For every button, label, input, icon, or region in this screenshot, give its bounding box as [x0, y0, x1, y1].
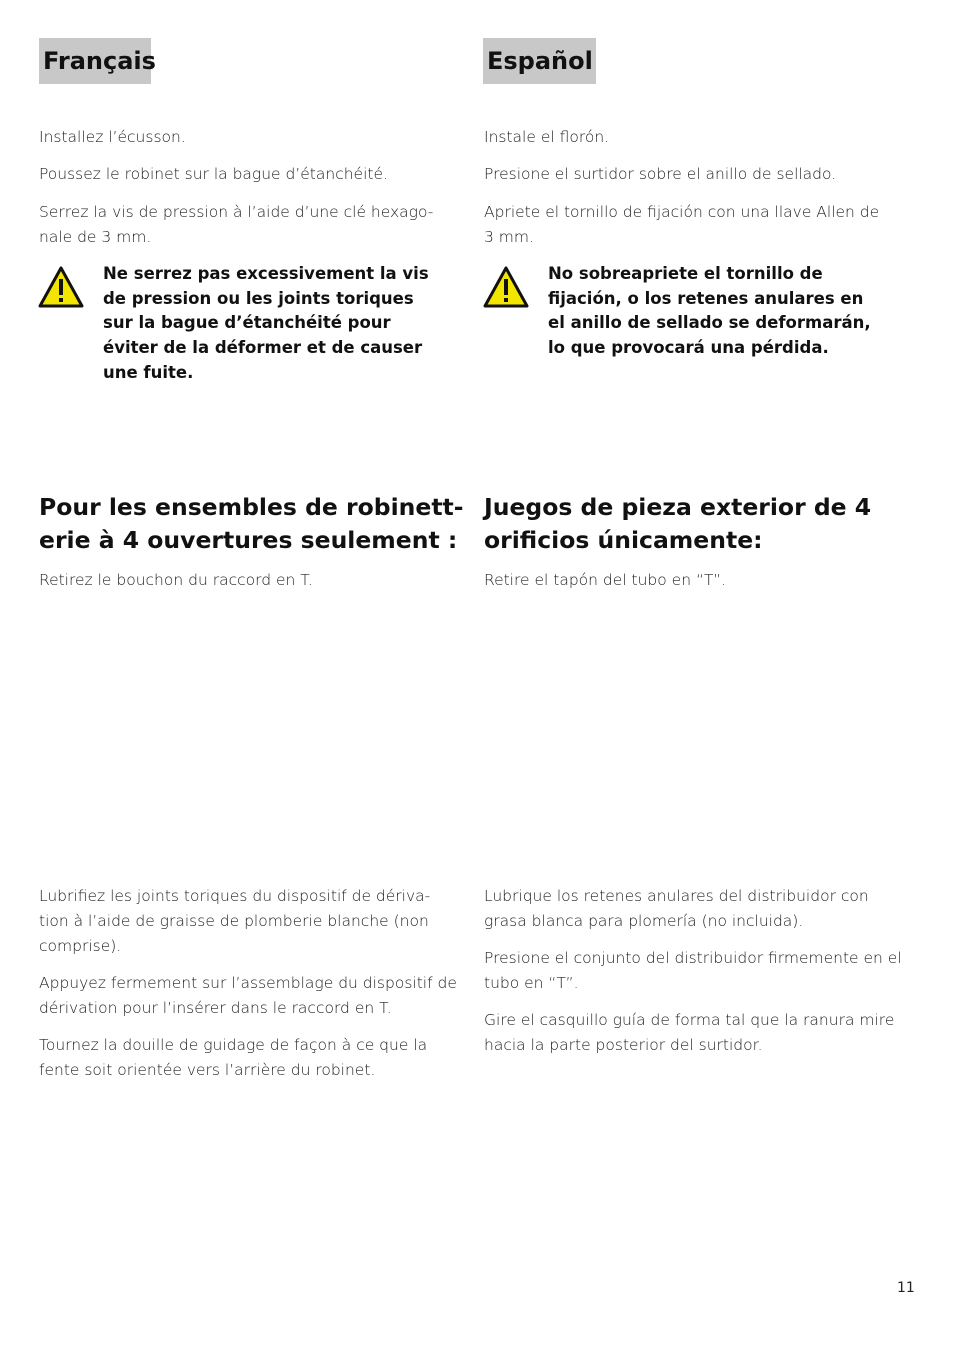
fr-section-heading-l1: Pour les ensembles de robinett-: [39, 493, 464, 521]
es-warning-l2: fijación, o los retenes anulares en: [548, 288, 864, 308]
fr-step-press-diverter-l1: Appuyez fermement sur l’assemblage du dispositif de: [39, 974, 457, 992]
fr-step-turn-sleeve-l2: fente soit orientée vers l’arrière du robinet.: [39, 1061, 376, 1079]
fr-step-turn-sleeve-l1: Tournez la douille de guidage de façon à ce que la: [39, 1036, 428, 1054]
fr-warning-l3: sur la bague d’étanchéité pour: [103, 313, 391, 333]
es-step-tighten-screw-l2: 3 mm.: [484, 228, 534, 246]
es-step-turn-sleeve-l1: Gire el casquillo guía de forma tal que la ranura mire: [484, 1011, 895, 1029]
warning-triangle-icon: [38, 266, 84, 308]
warning-triangle-icon: [483, 266, 529, 308]
es-section-heading-l2: orificios únicamente:: [484, 526, 763, 554]
fr-warning-l2: de pression ou les joints toriques: [103, 288, 414, 308]
es-step-lubricate-l1: Lubrique los retenes anulares del distribuidor con: [484, 887, 869, 905]
page-number: 11: [897, 1280, 915, 1296]
fr-step-remove-plug: Retirez le bouchon du raccord en T.: [39, 571, 313, 589]
es-step-turn-sleeve-l2: hacia la parte posterior del surtidor.: [484, 1036, 763, 1054]
es-step-press-diverter-l2: tubo en “T”.: [484, 974, 579, 992]
fr-step-tighten-screw-l2: nale de 3 mm.: [39, 228, 152, 246]
es-step-install-escutcheon: Instale el florón.: [484, 128, 610, 146]
fr-step-lubricate-l3: comprise).: [39, 937, 122, 955]
fr-step-install-escutcheon: Installez l’écusson.: [39, 128, 186, 146]
es-step-lubricate-l2: grasa blanca para plomería (no incluida).: [484, 912, 804, 930]
fr-section-heading-l2: erie à 4 ouvertures seulement :: [39, 526, 458, 554]
fr-step-push-faucet: Poussez le robinet sur la bague d’étanchéité.: [39, 165, 388, 183]
es-warning-l1: No sobreapriete el tornillo de: [548, 264, 823, 283]
fr-warning-l4: éviter de la déformer et de causer: [103, 338, 423, 358]
es-step-press-diverter-l1: Presione el conjunto del distribuidor firmemente en el: [484, 949, 902, 967]
fr-step-lubricate-l2: tion à l’aide de graisse de plomberie blanche (non: [39, 912, 429, 930]
fr-step-tighten-screw-l1: Serrez la vis de pression à l’aide d’une clé hexago-: [39, 203, 434, 221]
lang-tag-french: Français: [39, 38, 151, 84]
fr-step-lubricate-l1: Lubrifiez les joints toriques du dispositif de dériva-: [39, 887, 431, 905]
es-step-remove-plug: Retire el tapón del tubo en “T”.: [484, 571, 727, 589]
fr-step-press-diverter-l2: dérivation pour l’insérer dans le raccord en T.: [39, 999, 392, 1017]
es-step-tighten-screw-l1: Apriete el tornillo de fijación con una llave Allen de: [484, 203, 880, 221]
lang-tag-spanish: Español: [483, 38, 596, 84]
fr-warning-l1: Ne serrez pas excessivement la vis: [103, 264, 429, 283]
es-warning-l3: el anillo de sellado se deformarán,: [548, 313, 871, 333]
fr-warning-l5: une fuite.: [103, 362, 194, 382]
es-warning-l4: lo que provocará una pérdida.: [548, 338, 829, 358]
es-section-heading-l1: Juegos de pieza exterior de 4: [484, 493, 872, 521]
es-step-push-spout: Presione el surtidor sobre el anillo de sellado.: [484, 165, 837, 183]
